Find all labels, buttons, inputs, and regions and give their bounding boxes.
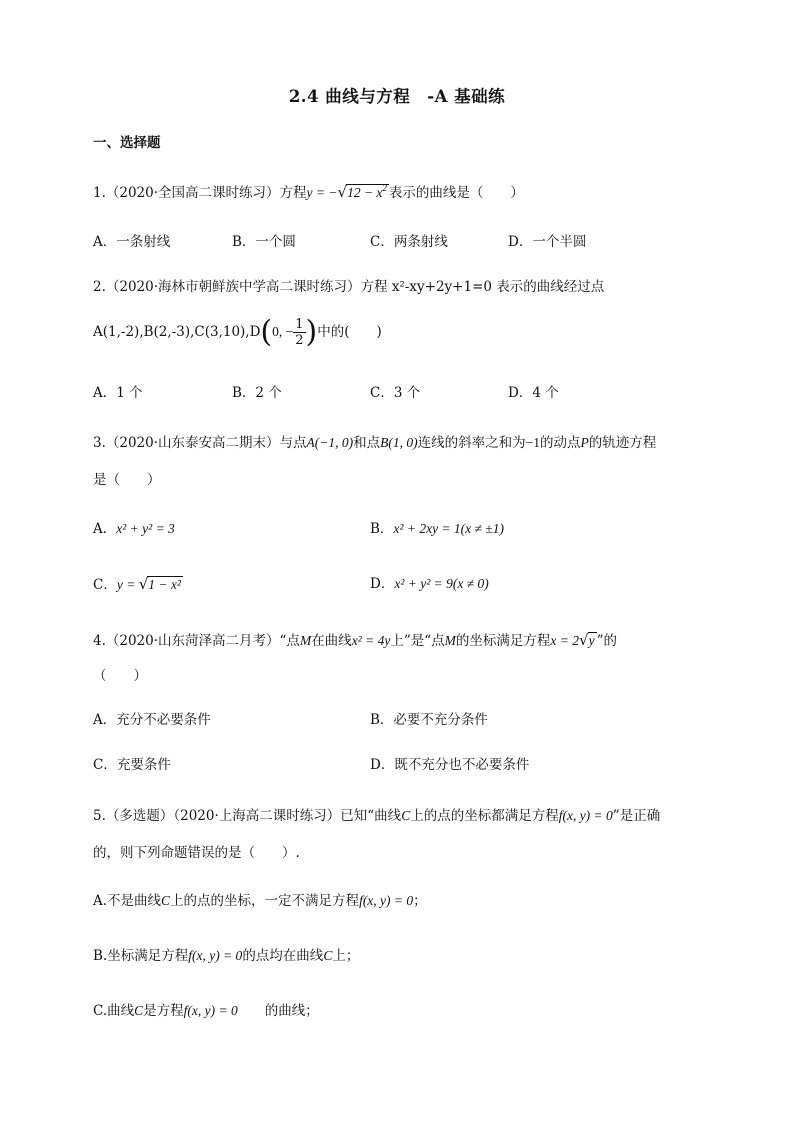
question-5-line1: 5.（多选题）（2020·上海高二课时练习）已知“曲线C上的点的坐标都满足方程f(x, y) = 0”是正确: [93, 808, 661, 824]
point-a: A(−1, 0): [306, 435, 354, 450]
q2-d-coord: 0, −: [272, 324, 294, 339]
question-4-line1: 4.（2020·山东菏泽高二月考）“点M在曲线x² = 4y上”是“点M的坐标满足方程x = 2√y ”的: [93, 631, 617, 649]
q4-option-d[interactable]: D．既不充分也不必要条件: [370, 757, 530, 773]
q1-option-d[interactable]: D．一个半圆: [508, 234, 587, 250]
q1-option-c[interactable]: C．两条射线: [370, 234, 448, 250]
question-1: [93, 182, 524, 203]
question-4-line2: （ ）: [93, 668, 147, 684]
q3-option-b[interactable]: B．x² + 2xy = 1(x ≠ ±1): [370, 521, 504, 537]
page-title: 2.4 曲线与方程 -A 基础练: [288, 87, 506, 106]
section-heading: 一、选择题: [93, 135, 161, 151]
question-2-points: A(1,-2),B(2,-3),C(3,10),D(0, − $\frac{1}{2}$ )中的( ): [93, 314, 382, 350]
q3-option-d[interactable]: D．x² + y² = 9(x ≠ 0): [370, 576, 489, 592]
q2-points-text: A(1,-2),B(2,-3),C(3,10),D: [93, 324, 261, 340]
q2-option-d[interactable]: D．4 个: [508, 385, 559, 401]
q1-option-b[interactable]: B．一个圆: [232, 234, 296, 250]
q2-option-b[interactable]: B．2 个: [232, 385, 282, 401]
q3-option-c[interactable]: C．y = √1 − x²: [93, 575, 181, 593]
question-3-line2: 是（ ）: [93, 472, 161, 488]
q3-option-a[interactable]: A．x² + y² = 3: [93, 521, 175, 537]
sqrt-symbol: √: [337, 183, 348, 201]
q1-prefix: 1.（2020·全国高二课时练习）方程: [93, 185, 307, 201]
question-5-line2: 的，则下列命题错误的是（ ）.: [93, 845, 300, 861]
question-3-line1: 3.（2020·山东泰安高二期末）与点A(−1, 0)和点B(1, 0)连线的斜率之和为−1的动点P的轨迹方程: [93, 435, 657, 451]
q1-equation-lhs: y = −: [306, 185, 338, 200]
q1-radicand: $12 - x^2$: [347, 183, 387, 200]
question-2-line1: 2.（2020·海林市朝鲜族中学高二课时练习）方程 x²-xy+2y+1=0 表示的曲线经过点: [93, 279, 605, 295]
q4-option-a[interactable]: A．充分不必要条件: [93, 712, 211, 728]
q2-fraction: $\frac{1}{2}$: [295, 317, 304, 348]
q5-option-b[interactable]: B.坐标满足方程f(x, y) = 0的点均在曲线C上；: [93, 948, 360, 964]
q5-option-a[interactable]: A.不是曲线C上的点的坐标，一定不满足方程f(x, y) = 0；: [93, 893, 427, 909]
point-p: P: [580, 435, 589, 450]
q4-option-b[interactable]: B．必要不充分条件: [370, 712, 488, 728]
q1-suffix: 表示的曲线是（ ）: [388, 185, 524, 201]
point-b: B(1, 0): [380, 435, 418, 450]
q2-suffix: 中的( ): [317, 324, 382, 340]
q4-option-c[interactable]: C．充要条件: [93, 757, 171, 773]
q2-option-c[interactable]: C．3 个: [370, 385, 421, 401]
q2-option-a[interactable]: A．1 个: [93, 385, 143, 401]
q5-option-c[interactable]: C.曲线C是方程f(x, y) = 0 的曲线；: [93, 1003, 319, 1019]
q1-option-a[interactable]: A．一条射线: [93, 234, 171, 250]
